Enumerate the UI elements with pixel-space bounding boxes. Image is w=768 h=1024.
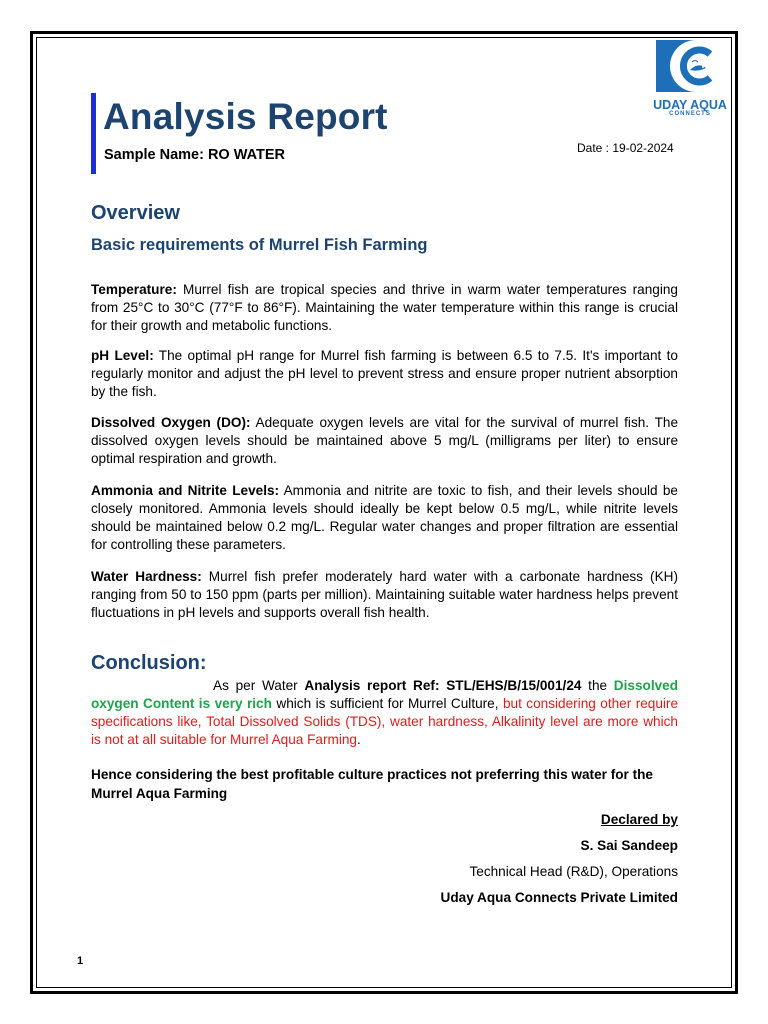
page-number: 1 [77, 955, 84, 967]
section-label: Temperature: [91, 282, 177, 297]
report-date: Date : 19-02-2024 [577, 141, 674, 155]
section-text: Adequate oxygen levels are vital for the survival of murrel fish. The dissolved oxygen levels should be maintained above 5 mg/L (milligrams per liter) to ensure optimal respiration and growth. [91, 415, 678, 466]
conclusion-statement: Hence considering the best profitable culture practices not preferring this water for the Murrel Aqua Farming [91, 767, 653, 801]
conclusion-red-text: but considering other require specifications like, Total Dissolved Solids (TDS), water hardness, Alkalinity level are more which is not at all suitable for Murrel Aqua Farming [91, 696, 679, 747]
report-title: Analysis Report [103, 96, 388, 137]
section-label: Ammonia and Nitrite Levels: [91, 483, 280, 498]
overview-heading: Overview [91, 202, 180, 224]
section-text: The optimal pH range for Murrel fish farming is between 6.5 to 7.5. It's important to regularly monitor and adjust the pH level to prevent stress and ensure proper nutrient absorption by the fish. [91, 348, 678, 399]
section-text: Murrel fish prefer moderately hard water with a carbonate hardness (KH) ranging from 50 to 150 ppm (parts per million). Maintaining suitable water hardness helps prevent fluctuations in pH levels and supports overall fish health. [91, 569, 678, 620]
section-label: Dissolved Oxygen (DO): [91, 415, 251, 430]
title-accent-bar [91, 93, 96, 174]
section-dissolved-oxygen [91, 414, 678, 468]
logo-wordmark: UDAY AQUA [653, 98, 727, 112]
section-ammonia-nitrite [91, 482, 678, 554]
conclusion-the: the [581, 678, 614, 693]
conclusion-heading: Conclusion: [91, 652, 207, 674]
section-text: Ammonia and nitrite are toxic to fish, and their levels should be closely monitored. Ammonia levels should ideally be kept below 0.5 mg/L, while nitrite levels should be maintained below 0.2 mg/L. Regular water changes and proper filtration are essential for controlling these parameters. [91, 483, 678, 552]
section-ph-level [91, 347, 678, 401]
conclusion-green-text: Dissolved oxygen Content is very rich [91, 678, 679, 711]
sample-name: Sample Name: RO WATER [104, 147, 286, 163]
conclusion-paragraph [91, 677, 678, 749]
section-text: Murrel fish are tropical species and thrive in warm water temperatures ranging from 25°C to 30°C (77°F to 86°F). Maintaining the water temperature within this range is crucial for their growth and metabolic functions. [91, 282, 678, 333]
section-temperature [91, 281, 678, 335]
signatory-name: S. Sai Sandeep [580, 838, 678, 853]
section-label: Water Hardness: [91, 569, 202, 584]
conclusion-end: . [356, 732, 361, 747]
conclusion-mid: which is sufficient for Murrel Culture, [271, 696, 503, 711]
conclusion-ref: Analysis report Ref: STL/EHS/B/15/001/24 [304, 678, 582, 693]
section-water-hardness [91, 568, 678, 622]
logo-tagline: CONNECTS [669, 111, 711, 117]
company-name: Uday Aqua Connects Private Limited [440, 890, 678, 905]
signatory-role: Technical Head (R&D), Operations [469, 864, 678, 879]
declared-by-label: Declared by [600, 812, 678, 827]
conclusion-intro: As per Water [213, 678, 305, 693]
overview-subheading: Basic requirements of Murrel Fish Farming [91, 236, 428, 254]
section-label: pH Level: [91, 348, 154, 363]
